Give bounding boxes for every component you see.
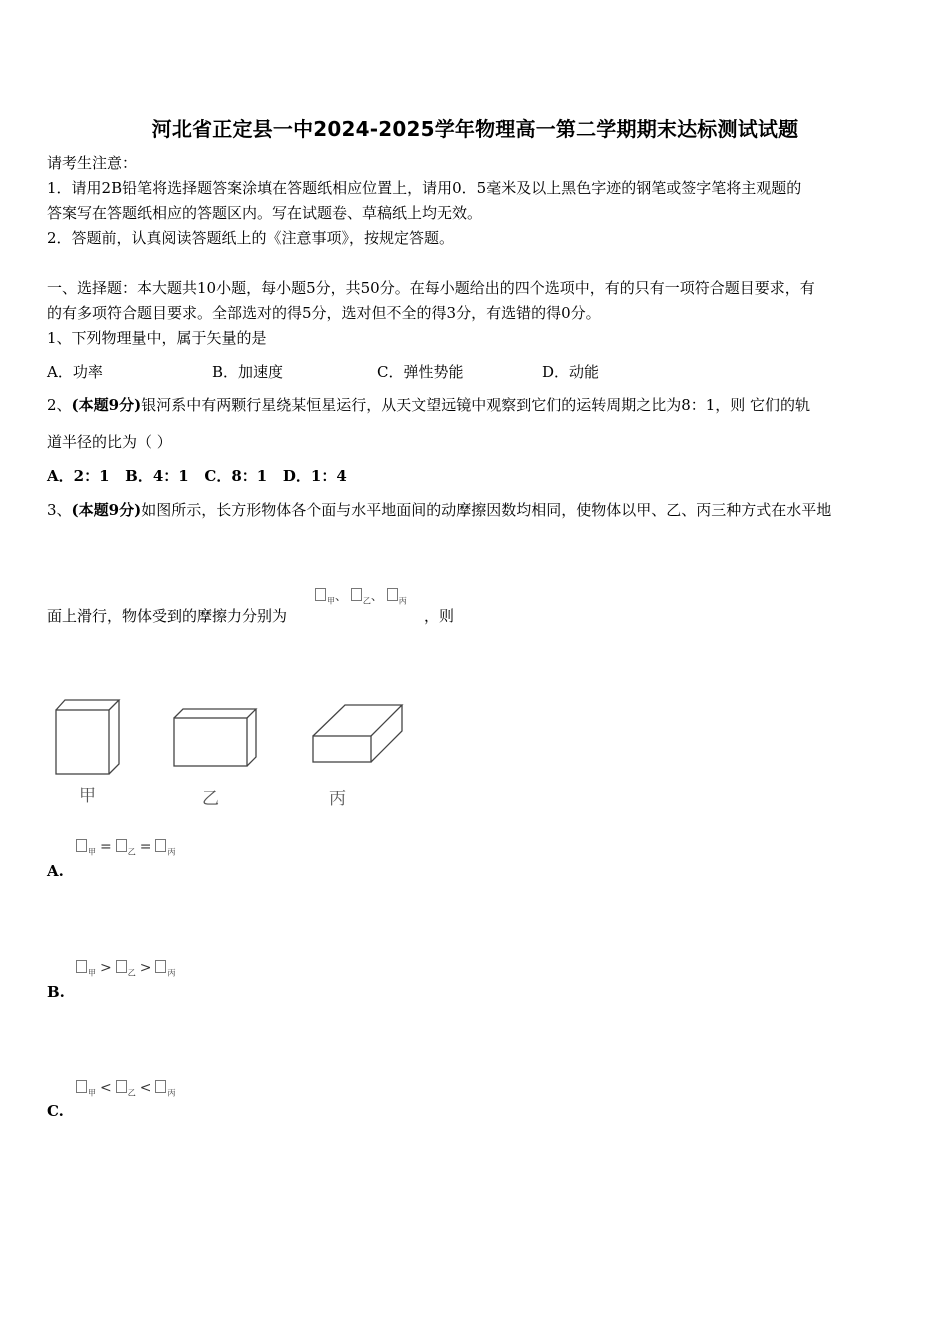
force-symbol-icon (315, 588, 326, 601)
q3-option-c-label: C. (47, 1102, 64, 1120)
force-symbol-icon (116, 1080, 127, 1093)
force-symbol-icon (76, 839, 87, 852)
figure-label-bing: 丙 (329, 789, 346, 809)
q1-option-b: B．加速度 (212, 363, 284, 381)
q3-stem-line-2-post: ，则 (424, 607, 455, 625)
q1-option-d: D．动能 (542, 363, 600, 381)
q2-stem-line-1 (47, 395, 810, 415)
section-1-line-1: 一、选择题：本大题共10小题，每小题5分，共50分。在每小题给出的四个选项中，有的只有一项符合题目要求，有 (47, 279, 815, 297)
force-symbol-icon (387, 588, 398, 601)
notice-item-2: 2．答题前，认真阅读答题纸上的《注意事项》，按规定答题。 (47, 229, 455, 247)
notice-item-1-line-1: 1．请用2B铅笔将选择题答案涂填在答题纸相应位置上，请用0．5毫米及以上黑色字迹的钢笔或签字笔将主观题的 (47, 179, 802, 197)
q3-option-a-formula: $_甲$ = $_乙$ = $_丙$ (76, 839, 175, 857)
q3-number: 3、 (47, 501, 72, 519)
q2-stem-text: 银河系中有两颗行星绕某恒星运行，从天文望远镜中观察到它们的运转周期之比为8：1，则 它们的轨 (141, 396, 811, 414)
notice-item-1-line-2: 答案写在答题纸相应的答题区内。写在试题卷、草稿纸上均无效。 (47, 204, 483, 222)
q1-option-c: C．弹性势能 (377, 363, 464, 381)
q2-options: A．2：1 B．4：1 C．8：1 D．1：4 (47, 467, 347, 485)
force-symbol-icon (155, 1080, 166, 1093)
page-title: 河北省正定县一中2024-2025学年物理高一第二学期期末达标测试试题 (151, 117, 799, 141)
force-symbol-icon (351, 588, 362, 601)
force-symbol-icon (116, 960, 127, 973)
q3-stem-text: 如图所示，长方形物体各个面与水平地面间的动摩擦因数均相同，使物体以甲、乙、丙三种方式在水平地 (141, 501, 832, 519)
figure-label-jia: 甲 (79, 786, 96, 806)
friction-symbols: $_甲$、 $_乙$、 $_丙$ (315, 587, 407, 606)
q2-stem-line-2: 道半径的比为（ ） (47, 433, 172, 451)
force-symbol-icon (155, 839, 166, 852)
force-symbol-icon (155, 960, 166, 973)
section-1-line-2: 的有多项符合题目要求。全部选对的得5分，选对但不全的得3分，有选错的得0分。 (47, 304, 601, 322)
q3-option-a-label: A. (47, 862, 64, 880)
q3-option-b-formula: $_甲$ > $_乙$ > $_丙$ (76, 960, 175, 978)
q3-stem-line-1 (47, 500, 831, 520)
q3-option-c-formula: $_甲$ < $_乙$ < $_丙$ (76, 1080, 175, 1098)
block-jia (56, 700, 119, 774)
q2-number: 2、 (47, 396, 72, 414)
force-symbol-icon (76, 1080, 87, 1093)
blocks-figure (40, 690, 460, 820)
figure-label-yi: 乙 (202, 789, 219, 809)
q3-tag: (本题9分) (71, 501, 142, 519)
force-symbol-icon (116, 839, 127, 852)
block-yi (174, 709, 256, 766)
notice-heading: 请考生注意： (47, 154, 138, 172)
q3-stem-line-2-pre: 面上滑行，物体受到的摩擦力分别为 (47, 607, 288, 625)
q2-tag: (本题9分) (71, 396, 142, 414)
q1-option-a: A．功率 (47, 363, 103, 381)
force-symbol-icon (76, 960, 87, 973)
block-bing (313, 705, 402, 762)
q1-stem: 1、下列物理量中，属于矢量的是 (47, 329, 267, 347)
q3-option-b-label: B. (47, 983, 65, 1001)
